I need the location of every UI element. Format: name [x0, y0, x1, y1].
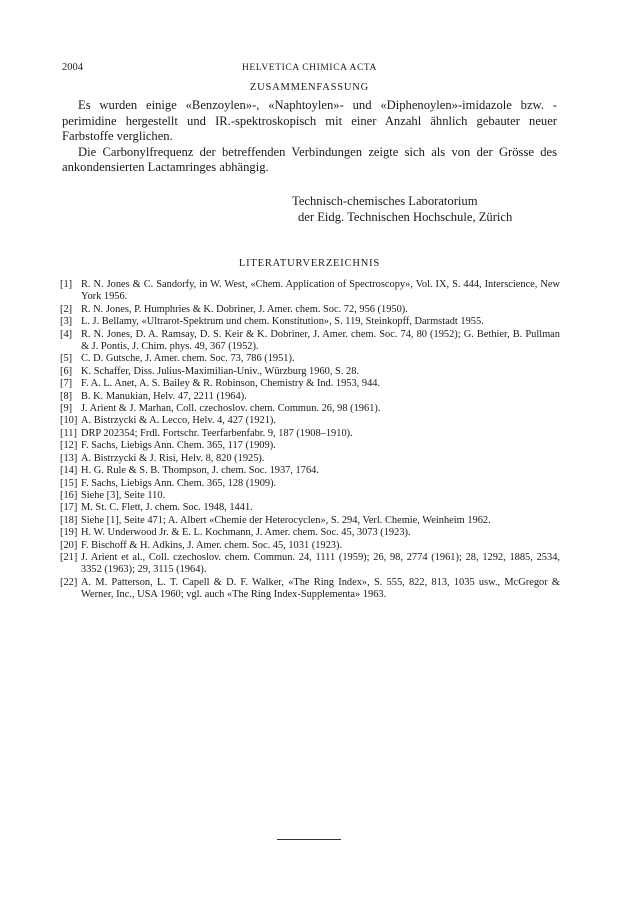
reference-number: [1]: [60, 279, 73, 290]
reference-item: [62, 304, 560, 316]
summary-paragraph: Es wurden einige «Benzoylen»-, «Naphtoylen»- und «Diphenoylen»-imidazole bzw. -perimidine hergestellt und IR.-spektroskopisch mit einer Anzahl ähnlich gebauter neuer Farbstoffe verglichen.: [62, 98, 557, 144]
reference-item: [62, 540, 560, 552]
reference-number: [2]: [60, 303, 73, 315]
journal-title: HELVETICA CHIMICA ACTA: [241, 63, 378, 73]
running-header: [62, 62, 557, 74]
reference-text: F. A. L. Anet, A. S. Bailey & R. Robinson, Chemistry & Ind. 1953, 944.: [81, 378, 381, 390]
reference-text: F. Sachs, Liebigs Ann. Chem. 365, 128 (1909).: [81, 477, 277, 489]
reference-number: [20]: [60, 539, 78, 551]
reference-item: [62, 465, 560, 477]
reference-number: [11]: [60, 427, 77, 439]
reference-item: [62, 453, 560, 465]
affiliation: [62, 193, 557, 225]
reference-number: [14]: [60, 465, 78, 477]
reference-item: [62, 279, 560, 304]
reference-text: R. N. Jones, P. Humphries & K. Dobriner, J. Amer. chem. Soc. 72, 956 (1950).: [81, 303, 408, 315]
summary-heading: ZUSAMMENFASSUNG: [249, 82, 370, 93]
reference-item: [62, 515, 560, 527]
affiliation-line: der Eidg. Technischen Hochschule, Zürich: [298, 210, 513, 224]
reference-item: [62, 440, 560, 452]
reference-item: [62, 490, 560, 502]
reference-item: [62, 353, 560, 365]
reference-number: [9]: [60, 403, 73, 415]
reference-text: Siehe [1], Seite 471; A. Albert «Chemie der Heterocyclen», S. 294, Verl. Chemie, Weinheim 1962.: [81, 514, 491, 526]
reference-item: [62, 415, 560, 427]
references-heading: LITERATURVERZEICHNIS: [238, 258, 381, 269]
reference-text: F. Sachs, Liebigs Ann. Chem. 365, 117 (1909).: [81, 440, 276, 452]
reference-item: [62, 403, 560, 415]
reference-item: [62, 366, 560, 378]
reference-item: [62, 478, 560, 490]
reference-text: A. Bistrzycki & A. Lecco, Helv. 4, 427 (1921).: [81, 415, 276, 427]
page-number: 2004: [62, 62, 83, 73]
reference-text: K. Schaffer, Diss. Julius-Maximilian-Univ., Würzburg 1960, S. 28.: [81, 365, 359, 377]
reference-item: [62, 316, 560, 328]
reference-text: R. N. Jones, D. A. Ramsay, D. S. Keir & K. Dobriner, J. Amer. chem. Soc. 74, 80 (1952); G. Bethier, B. Pullman & J. Pontis, J. Chim. phys. 49, 367 (1952).: [81, 328, 560, 353]
reference-text: J. Arient et al., Coll. czechoslov. chem. Commun. 24, 1111 (1959); 26, 98, 2774 (1961); 28, 1292, 1885, 2534, 3352 (1963); 29, 3115 (1964).: [81, 551, 560, 576]
reference-text: F. Bischoff & H. Adkins, J. Amer. chem. Soc. 45, 1031 (1923).: [81, 539, 343, 551]
reference-item: [62, 428, 560, 440]
reference-item: [62, 391, 560, 403]
reference-text: H. G. Rule & S. B. Thompson, J. chem. Soc. 1937, 1764.: [81, 465, 319, 477]
affiliation-line: Technisch-chemisches Laboratorium: [292, 194, 478, 208]
reference-text: A. M. Patterson, L. T. Capell & D. F. Walker, «The Ring Index», S. 555, 822, 813, 1035 usw., McGregor & Werner, Inc., USA 1960; vgl. auch «The Ring Index-Supplementa» 1963.: [81, 576, 560, 601]
reference-text: Siehe [3], Seite 110.: [81, 489, 166, 501]
reference-item: [62, 552, 560, 577]
reference-number: [22]: [60, 576, 78, 588]
reference-text: B. K. Manukian, Helv. 47, 2211 (1964).: [81, 390, 247, 402]
reference-text: A. Bistrzycki & J. Risi, Helv. 8, 820 (1925).: [81, 452, 265, 464]
reference-list: [62, 279, 560, 602]
reference-number: [12]: [60, 440, 78, 452]
reference-number: [7]: [60, 378, 73, 390]
reference-number: [19]: [60, 527, 78, 539]
reference-number: [17]: [60, 502, 78, 514]
reference-number: [5]: [60, 353, 73, 365]
reference-text: J. Arient & J. Marhan, Coll. czechoslov. chem. Commun. 26, 98 (1961).: [81, 403, 381, 415]
reference-item: [62, 502, 560, 514]
reference-text: C. D. Gutsche, J. Amer. chem. Soc. 73, 786 (1951).: [81, 353, 295, 365]
reference-number: [18]: [60, 514, 78, 526]
summary-body: [62, 98, 557, 176]
reference-text: H. W. Underwood Jr. & E. L. Kochmann, J. Amer. chem. Soc. 45, 3073 (1923).: [81, 527, 411, 539]
reference-number: [6]: [60, 365, 73, 377]
reference-item: [62, 527, 560, 539]
reference-number: [15]: [60, 477, 78, 489]
reference-text: M. St. C. Flett, J. chem. Soc. 1948, 1441.: [81, 502, 253, 514]
reference-text: R. N. Jones & C. Sandorfy, in W. West, «Chem. Application of Spectroscopy», Vol. IX, S. 444, Interscience, New York 1956.: [81, 279, 560, 303]
reference-number: [4]: [60, 328, 73, 340]
reference-item: [62, 378, 560, 390]
reference-number: [3]: [60, 316, 73, 328]
reference-number: [13]: [60, 452, 78, 464]
summary-paragraph: Die Carbonylfrequenz der betreffenden Verbindungen zeigte sich als von der Grösse des ankondensierten Lactamringes abhängig.: [62, 144, 557, 175]
reference-number: [21]: [60, 551, 78, 563]
reference-text: DRP 202354; Frdl. Fortschr. Teerfarbenfabr. 9, 187 (1908–1910).: [81, 427, 353, 439]
reference-number: [10]: [60, 415, 78, 427]
reference-text: L. J. Bellamy, «Ultrarot-Spektrum und chem. Konstitution», S. 119, Steinkopff, Darmstadt 1955.: [81, 316, 484, 328]
reference-number: [8]: [60, 390, 73, 402]
end-rule: [277, 839, 341, 840]
reference-number: [16]: [60, 489, 78, 501]
reference-item: [62, 577, 560, 602]
reference-item: [62, 329, 560, 354]
